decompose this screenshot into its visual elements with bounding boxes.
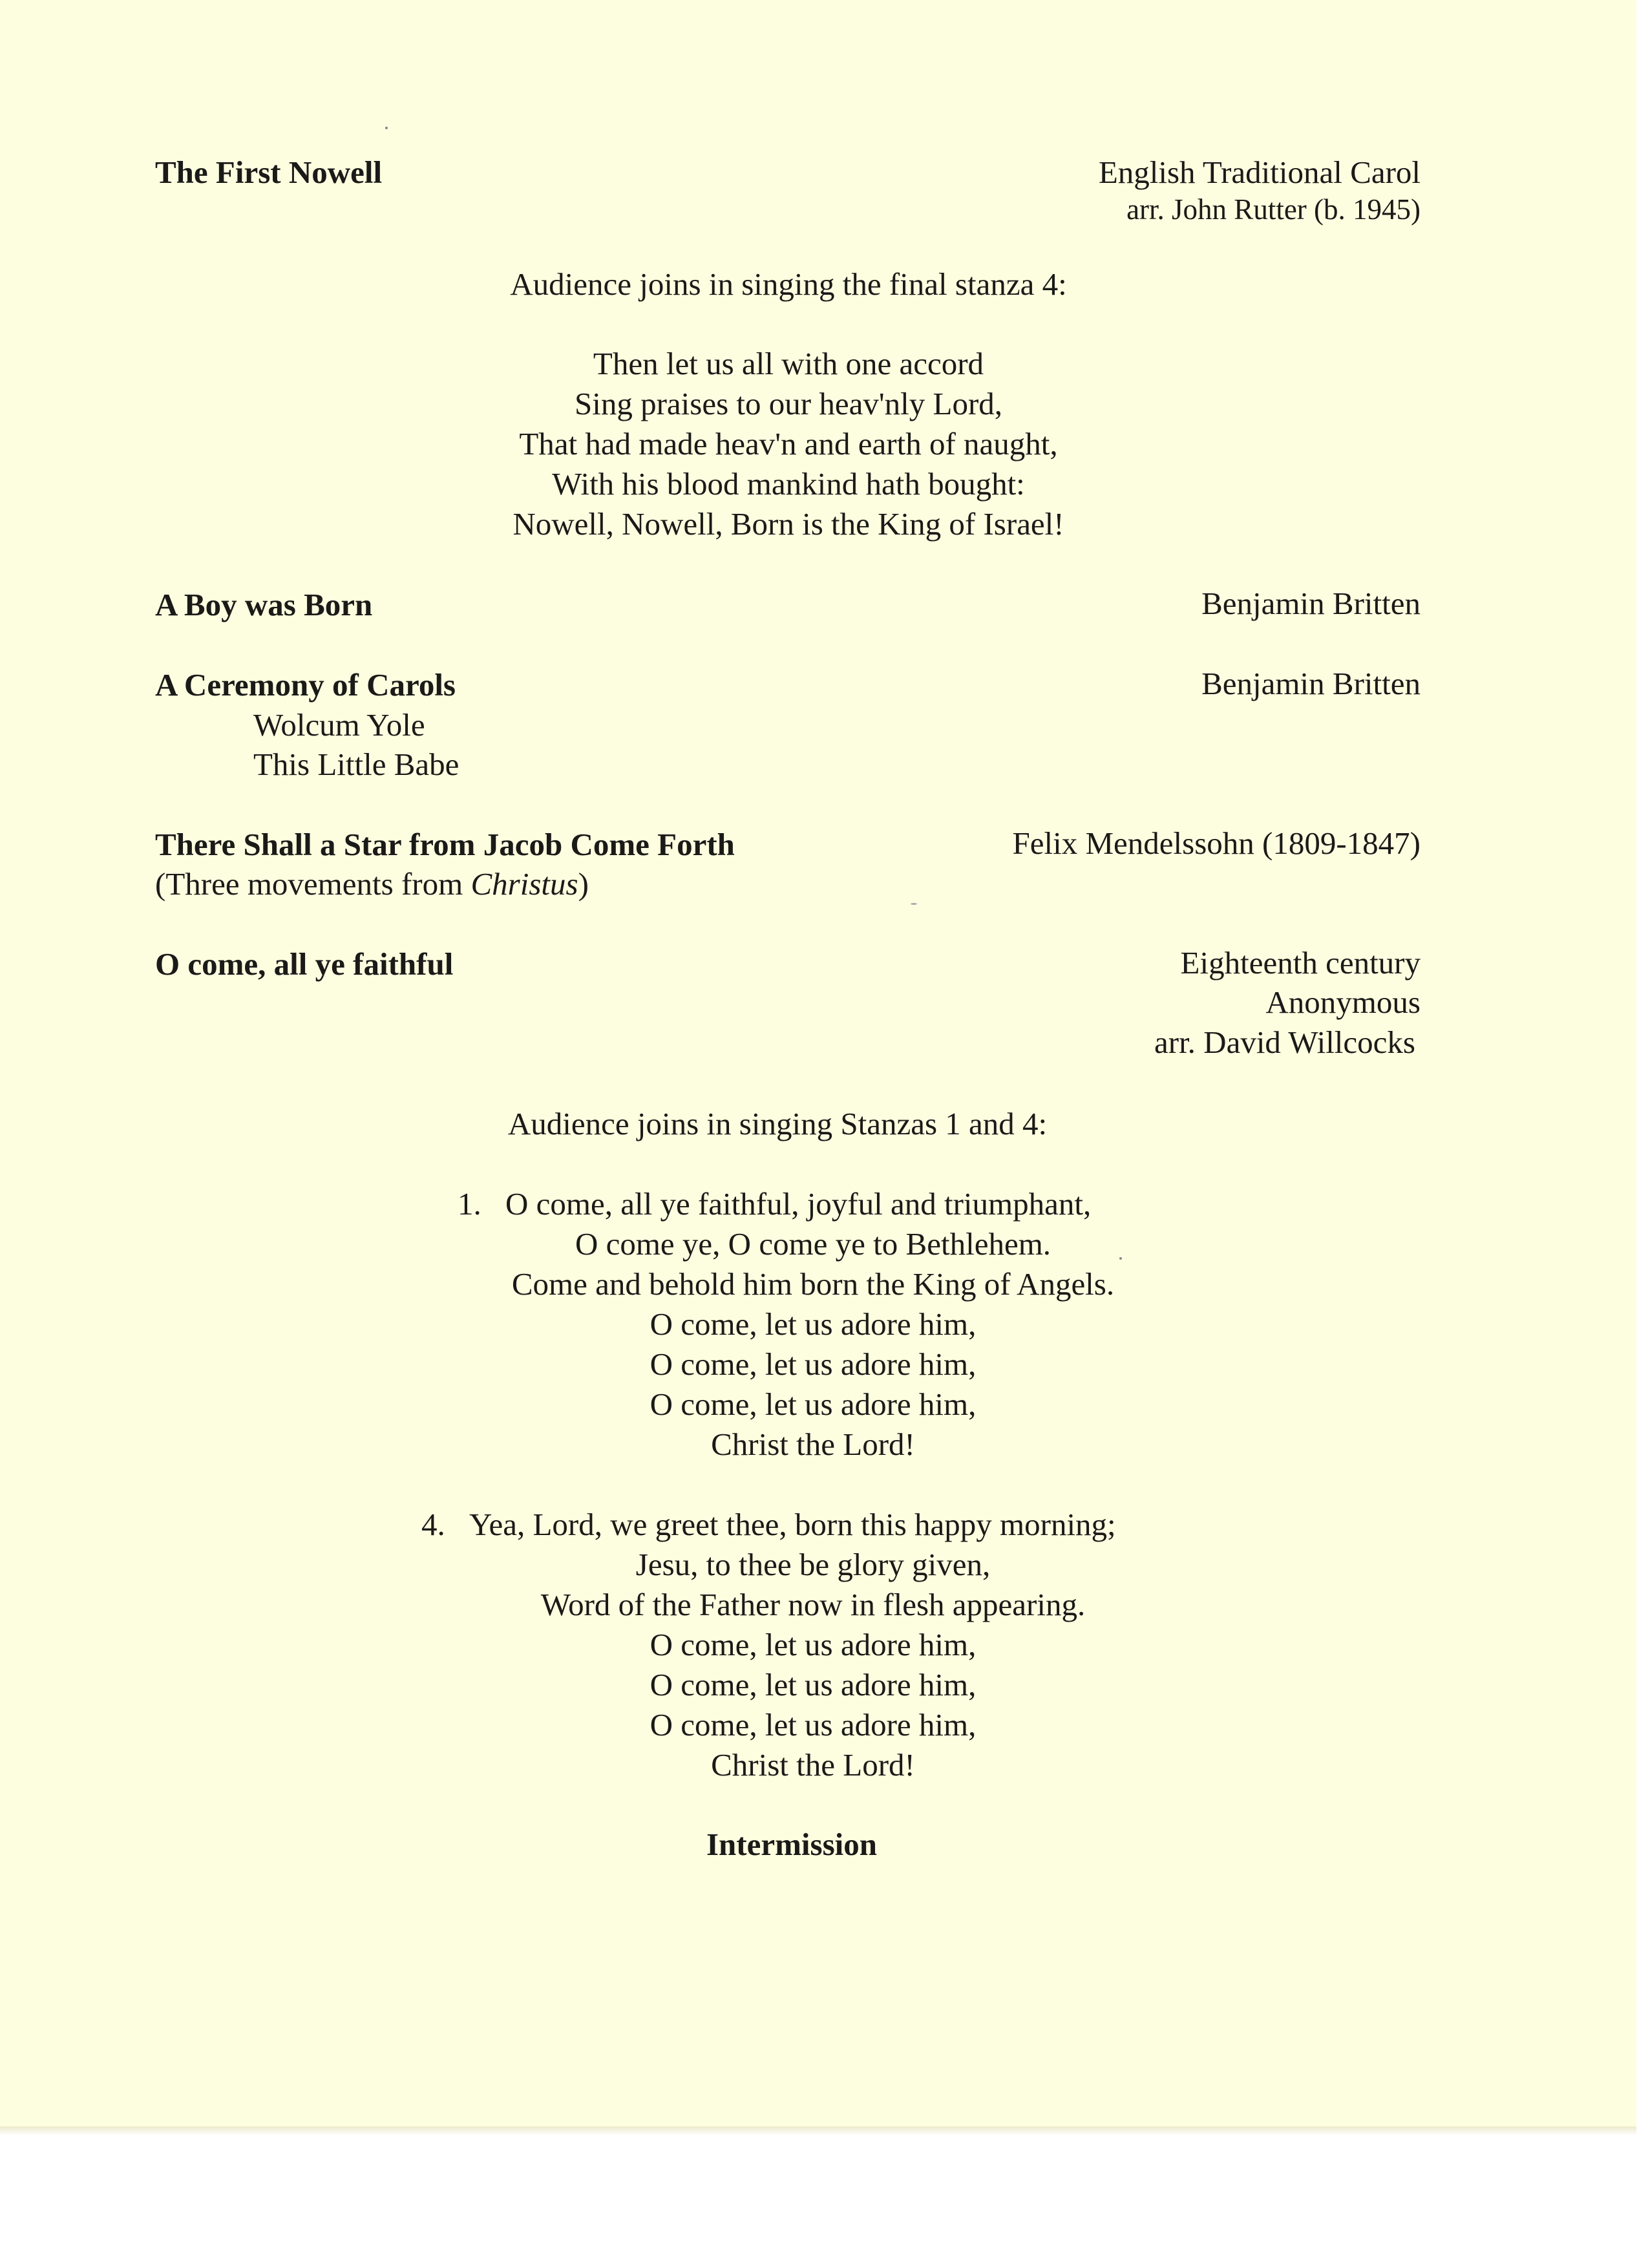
- scan-speck: [911, 903, 917, 905]
- stanza-4-first-line: 4. Yea, Lord, we greet thee, born this happy morning;: [421, 1505, 1116, 1545]
- movement-item: Wolcum Yole: [253, 707, 425, 743]
- piece-title-ceremony-of-carols: A Ceremony of Carols: [155, 667, 456, 703]
- composer-ceremony-of-carols: Benjamin Britten: [1201, 666, 1421, 701]
- lyric-line: O come ye, O come ye to Bethlehem.: [575, 1226, 1051, 1262]
- lyric-line: O come, let us adore him,: [650, 1707, 977, 1743]
- composer-o-come-line1: Eighteenth century: [1180, 945, 1421, 980]
- intermission-heading: Intermission: [706, 1827, 878, 1862]
- lyric-line: O come, let us adore him,: [650, 1346, 977, 1382]
- first-nowell-stanza: [0, 344, 1577, 544]
- lyric-line: Christ the Lord!: [711, 1747, 915, 1783]
- stanza-4: [0, 1545, 1626, 1785]
- lyric-line: Come and behold him born the King of Angels.: [511, 1266, 1115, 1302]
- composer-mendelssohn: Felix Mendelssohn (1809-1847): [1012, 825, 1421, 861]
- lyric-line: O come, let us adore him,: [650, 1386, 977, 1422]
- stanza-number: 4.: [421, 1507, 445, 1542]
- lyric-line: Word of the Father now in flesh appearing.: [540, 1587, 1086, 1622]
- scan-speck: [1119, 1257, 1122, 1260]
- lyric-line: O come, let us adore him,: [650, 1667, 977, 1702]
- lyric-line: Christ the Lord!: [711, 1426, 915, 1462]
- work-title-christus: Christus: [470, 866, 578, 902]
- arranger-o-come: arr. David Willcocks: [1154, 1024, 1415, 1060]
- arranger-first-nowell: arr. John Rutter (b. 1945): [1126, 193, 1421, 226]
- stanza-number: 1.: [458, 1186, 481, 1222]
- piece-title-first-nowell: The First Nowell: [155, 154, 383, 190]
- stanza-1-first-line: 1. O come, all ye faithful, joyful and triumphant,: [458, 1184, 1091, 1224]
- movement-item: This Little Babe: [253, 747, 460, 782]
- lyric-line: That had made heav'n and earth of naught,: [519, 426, 1058, 461]
- audience-instruction-1: Audience joins in singing the final stanza 4:: [510, 266, 1067, 302]
- audience-instruction-2: Audience joins in singing Stanzas 1 and 4:: [507, 1106, 1048, 1141]
- piece-title-star-from-jacob: There Shall a Star from Jacob Come Forth: [155, 827, 735, 862]
- composer-boy-was-born: Benjamin Britten: [1201, 586, 1421, 621]
- lyric-line: O come, let us adore him,: [650, 1306, 977, 1342]
- lyric-line: Then let us all with one accord: [593, 346, 984, 381]
- piece-subtitle: (Three movements from Christus): [155, 866, 589, 902]
- lyric-line: O come, let us adore him,: [650, 1627, 977, 1662]
- lyric-line: Sing praises to our heav'nly Lord,: [574, 386, 1003, 421]
- stanza-1: [0, 1224, 1626, 1465]
- piece-title-boy-was-born: A Boy was Born: [155, 587, 373, 622]
- lyric-line: With his blood mankind hath bought:: [552, 466, 1025, 502]
- composer-first-nowell: English Traditional Carol: [1098, 154, 1421, 190]
- lyric-line: Nowell, Nowell, Born is the King of Israel!: [512, 506, 1064, 542]
- page-edge: [0, 2126, 1636, 2136]
- piece-title-o-come: O come, all ye faithful: [155, 946, 454, 982]
- scan-speck: [385, 127, 388, 129]
- lyric-line: Jesu, to thee be glory given,: [635, 1547, 991, 1582]
- composer-o-come-line2: Anonymous: [1265, 984, 1421, 1020]
